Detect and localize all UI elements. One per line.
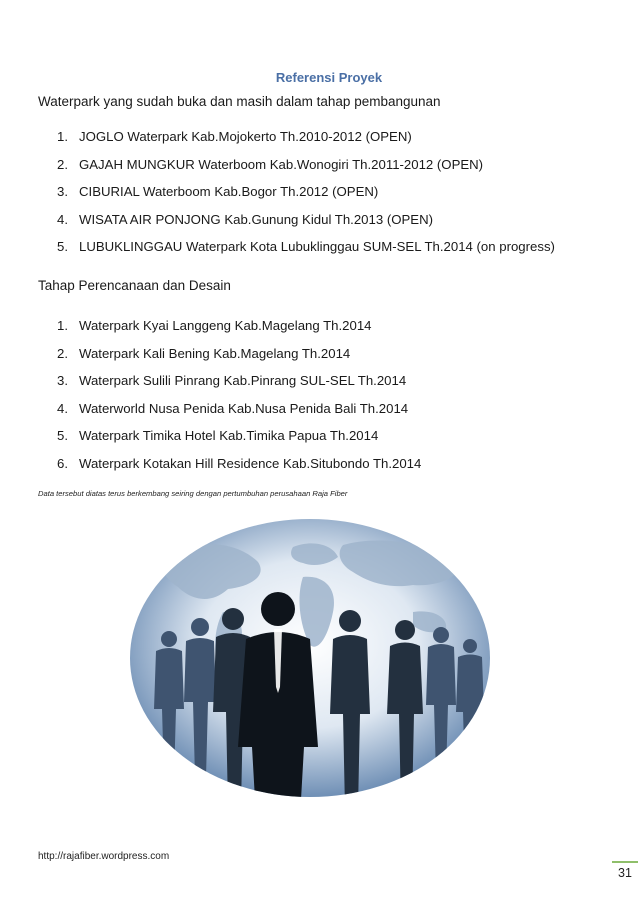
list-item: 1. Waterpark Kyai Langgeng Kab.Magelang Th.2014: [57, 318, 372, 333]
footer-url: http://rajafiber.wordpress.com: [38, 851, 170, 862]
planning-projects-list: [57, 317, 421, 482]
list-item: 2. Waterpark Kali Bening Kab.Magelang Th.2014: [57, 345, 351, 361]
list-item: 3. Waterpark Sulili Pinrang Kab.Pinrang SUL-SEL Th.2014: [57, 373, 407, 388]
list-item: 6. Waterpark Kotakan Hill Residence Kab.Situbondo Th.2014: [57, 455, 422, 471]
list-item: 5. LUBUKLINGGAU Waterpark Kota Lubuklinggau SUM-SEL Th.2014 (on progress): [57, 239, 555, 254]
list-item: 4. Waterworld Nusa Penida Kab.Nusa Penida Bali Th.2014: [57, 400, 409, 416]
list-item: 4. WISATA AIR PONJONG Kab.Gunung Kidul Th.2013 (OPEN): [57, 211, 434, 227]
list-item: 1. JOGLO Waterpark Kab.Mojokerto Th.2010-2012 (OPEN): [57, 129, 412, 144]
section-heading-planning: Tahap Perencanaan dan Desain: [38, 278, 231, 293]
list-item: 3. CIBURIAL Waterboom Kab.Bogor Th.2012 (OPEN): [57, 184, 379, 199]
page-number: 31: [618, 866, 632, 880]
section-heading-built: Waterpark yang sudah buka dan masih dalam tahap pembangunan: [38, 94, 441, 109]
page-number-rule: [612, 861, 638, 863]
list-item: 2. GAJAH MUNGKUR Waterboom Kab.Wonogiri Th.2011-2012 (OPEN): [57, 156, 484, 172]
footnote: Data tersebut diatas terus berkembang seiring dengan pertumbuhan perusahaan Raja Fiber: [38, 489, 348, 498]
page-title: Referensi Proyek: [275, 70, 383, 85]
list-item: 5. Waterpark Timika Hotel Kab.Timika Papua Th.2014: [57, 428, 379, 443]
business-people-world-map-illustration: [128, 517, 492, 799]
built-projects-list: [57, 128, 555, 266]
